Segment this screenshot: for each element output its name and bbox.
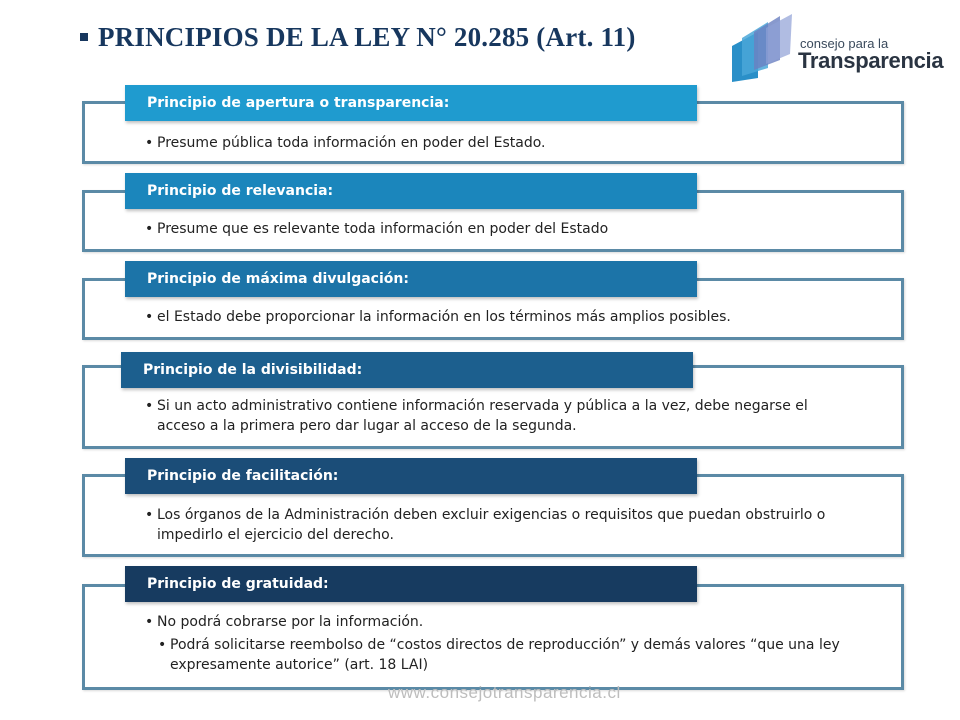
logo-line1: consejo para la (800, 36, 889, 51)
list-subitem: • Podrá solicitarse reembolso de “costos directos de reproducción” y demás valores “que una ley expresamente autorice” (art. 18 LAI) (145, 635, 845, 675)
principle-label-divulgacion: Principio de máxima divulgación: (125, 261, 697, 297)
list-item: • Si un acto administrativo contiene información reservada y pública a la vez, debe negarse el acceso a la primera pero dar lugar al acceso de la segunda. (145, 396, 845, 436)
principle-items-divulgacion (145, 307, 845, 327)
principle-label-gratuidad: Principio de gratuidad: (125, 566, 697, 602)
principle-label-relevancia: Principio de relevancia: (125, 173, 697, 209)
page-title: PRINCIPIOS DE LA LEY N° 20.285 (Art. 11) (98, 22, 636, 52)
principle-items-divisibilidad (145, 396, 845, 436)
principle-label-facilitacion: Principio de facilitación: (125, 458, 697, 494)
list-item: • Presume que es relevante toda información en poder del Estado (145, 219, 845, 239)
footer-url: www.consejotransparencia.cl (388, 683, 621, 702)
list-item: • el Estado debe proporcionar la información en los términos más amplios posibles. (145, 307, 845, 327)
title-bullet (80, 33, 88, 41)
list-item: • Los órganos de la Administración deben excluir exigencias o requisitos que puedan obstruirlo o impedirlo el ejercicio del derecho. (145, 505, 845, 545)
principle-items-relevancia (145, 219, 845, 239)
principle-label-divisibilidad: Principio de la divisibilidad: (121, 352, 693, 388)
principle-items-apertura (145, 133, 845, 153)
logo-mark-icon (728, 12, 798, 84)
principle-label-apertura: Principio de apertura o transparencia: (125, 85, 697, 121)
logo-line2: Transparencia (798, 48, 944, 73)
list-item: • Presume pública toda información en poder del Estado. (145, 133, 845, 153)
list-item: • No podrá cobrarse por la información. (145, 612, 845, 632)
consejo-transparencia-logo (728, 12, 943, 84)
principle-items-gratuidad (145, 612, 845, 675)
principle-items-facilitacion (145, 505, 845, 545)
